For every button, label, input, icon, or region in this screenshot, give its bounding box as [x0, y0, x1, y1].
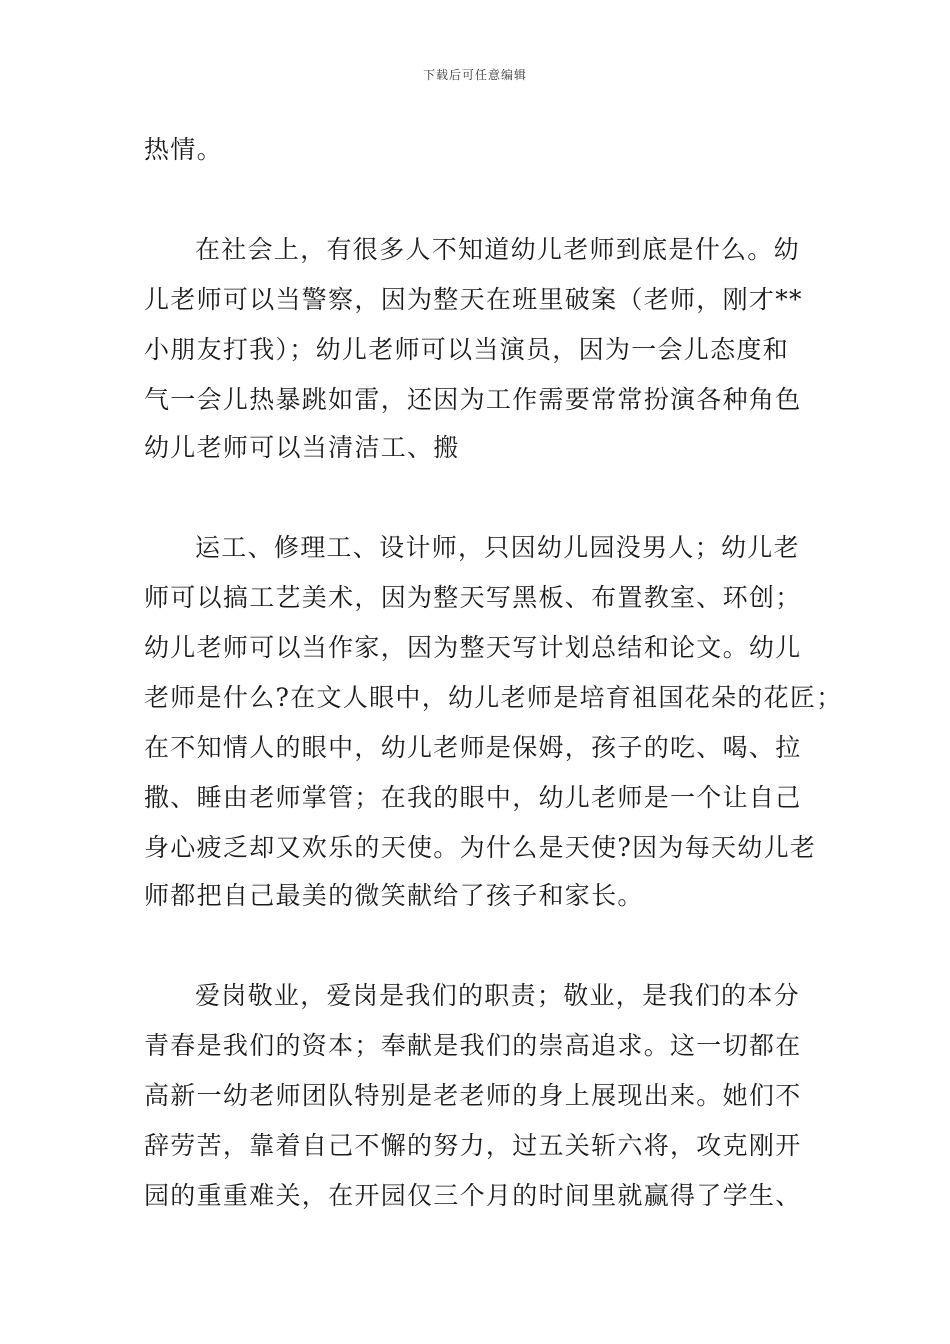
text-line: 园的重重难关，在开园仅三个月的时间里就赢得了学生、 [144, 1181, 802, 1210]
text-line: 师都把自己最美的微笑献给了孩子和家长。 [144, 881, 644, 910]
text-line: 在不知情人的眼中，幼儿老师是保姆，孩子的吃、喝、拉 [144, 733, 802, 762]
text-line: 气一会儿热暴跳如雷，还因为工作需要常常扮演各种角色 [144, 385, 802, 414]
text-line: 高新一幼老师团队特别是老老师的身上展现出来。她们不 [144, 1081, 802, 1110]
text-line: 在社会上，有很多人不知道幼儿老师到底是什么。幼 [195, 235, 800, 264]
text-line: 小朋友打我）；幼儿老师可以当演员，因为一会儿态度和 [144, 335, 790, 364]
text-line: 老师是什么?在文人眼中，幼儿老师是培育祖国花朵的花匠； [144, 683, 843, 712]
text-line: 青春是我们的资本；奉献是我们的崇高追求。这一切都在 [144, 1031, 802, 1060]
page-header: 下载后可任意编辑 [422, 68, 527, 82]
text-line: 撒、睡由老师掌管；在我的眼中，幼儿老师是一个让自己 [144, 783, 802, 812]
text-line: 幼儿老师可以当作家，因为整天写计划总结和论文。幼儿 [144, 633, 802, 662]
text-line: 师可以搞工艺美术，因为整天写黑板、布置教室、环创； [144, 583, 802, 612]
text-line: 热情。 [144, 135, 223, 164]
text-line: 身心疲乏却又欢乐的天使。为什么是天使?因为每天幼儿老 [144, 833, 817, 862]
text-line: 辞劳苦，靠着自己不懈的努力，过五关斩六将，攻克刚开 [144, 1131, 802, 1160]
text-line: 运工、修理工、设计师，只因幼儿园没男人；幼儿老 [195, 533, 800, 562]
text-line: 儿老师可以当警察，因为整天在班里破案（老师，刚才** [144, 285, 803, 314]
text-line: 爱岗敬业，爱岗是我们的职责；敬业，是我们的本分 [195, 981, 800, 1010]
text-line: 幼儿老师可以当清洁工、搬 [144, 433, 460, 462]
